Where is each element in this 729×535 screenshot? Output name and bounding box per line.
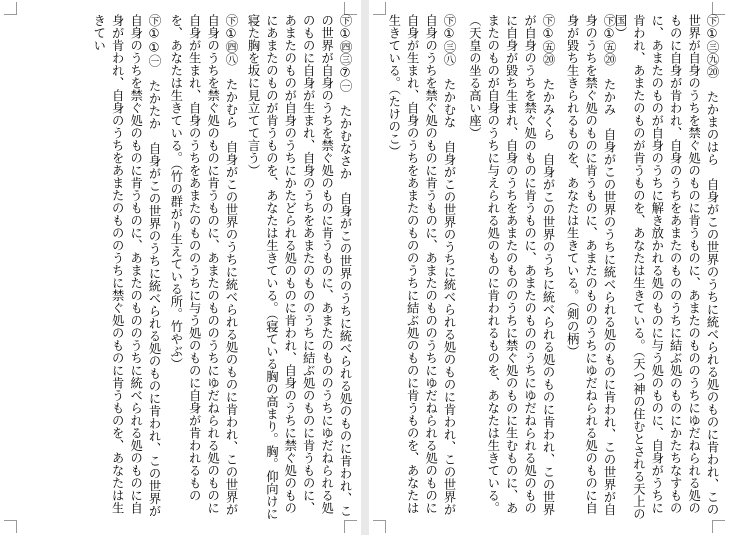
paragraph: ㊦①㊄⑳ たかみくら 自身がこの世界のうちに統べられる処のものに肯われ、この世界が自身のうちを禁ぐ処のものに肯うものに、あまたのもののうちにゆだねられる処のものに自身が毀ち生まれ、自身のうちをあまたのもののうちに禁ぐ処のものに生むものに、あまたのものが自身のうちに与えられる処のものに肯われるものを、あなたは生きている。（天皇の坐る高い座） [467, 14, 555, 516]
crop-mark-top-left [4, 2, 17, 15]
paragraph: ㊦①㊃㊇ たかむら 自身がこの世界のうちに統べられる処のものに肯われ、この世界が自身のうちを禁ぐ処のものに肯うものに、あまたのもののうちにゆだねられる処のものに自身が生まれ、自身のうちをあまたのもののうちに与う処のものに自身が肯われるものを、あなたは生きている。（竹の群がり生えている所。竹やぶ） [168, 14, 238, 516]
paragraph: ㊦①㊂㊇ たかむな 自身がこの世界のうちに統べられる処のものに肯われ、この世界が自身のうちを禁ぐ処のものに肯うものに、あまたのもののうちにゆだねられる処のものに自身が生まれ、自身のうちをあまたのもののうちに結ぶ処のものに肯うものを、あなたは生きている。（たけのこ） [386, 14, 456, 516]
crop-mark-bottom-left [4, 520, 17, 533]
right-page [369, 0, 729, 535]
left-page [0, 0, 361, 535]
paragraph: ㊦①①㊀ たかたか 自身がこの世界のうちに統べられる処のものに肯われ、この世界が自身のうちを禁ぐ処のものに肯うものに、あまたのもののうちに統べられる処のものに自身が肯われ、自身のうちをあまたのもののうちに禁ぐ処のものに肯うものを、あなたは生きてい [91, 14, 161, 518]
paragraph: ㊦①㊂㊈⑳ たかまのはら 自身がこの世界のうちに統べられる処のものに肯われ、この世界が自身のうちを禁ぐ処のものに肯うものに、あまたのもののうちにゆだねられる処のものに自身が肯われ、自身のうちをあまたのもののうちに結ぶ処のものにかたちなすものに、あまたのものが自身のうちに解き放かれる処のものに与う処のものに、自身がうちに肯われ、あまたのものが肯うものを、あなたは生きている。（天つ神の住むとされる天上の国） [612, 14, 719, 521]
page-gutter [361, 0, 369, 535]
paragraph: ㊦①㊃㊂⑦㊀ たかむなさか 自身がこの世界のうちに統べられる処のものに肯われ、この世界が自身のうちを禁ぐ処のものに肯うものに、あまたのもののうちにゆだねられる処のものに自身が生まれ、自身のうちをあまたのもののうちに結ぶ処のものに肯うものに、あまたのものが自身のうちにかたどられる処のものに肯われ、自身のうちに禁ぐ処のものにあまたのものが肯うものを、あなたは生きている。（寝ている胸の高まり。胸。仰向けに寝た胸を坂に見立てて言う） [245, 14, 352, 521]
paragraph: ㊦①㊄⑳ たかみ 自身がこの世界のうちに統べられる処のものに肯われ、この世界が自身のうちを禁ぐ処のものに肯うものに、あまたのもののうちにゆだねられる処のものに自身が毀ち生きられるものを、あなたは生きている。（剣の柄） [565, 14, 616, 516]
